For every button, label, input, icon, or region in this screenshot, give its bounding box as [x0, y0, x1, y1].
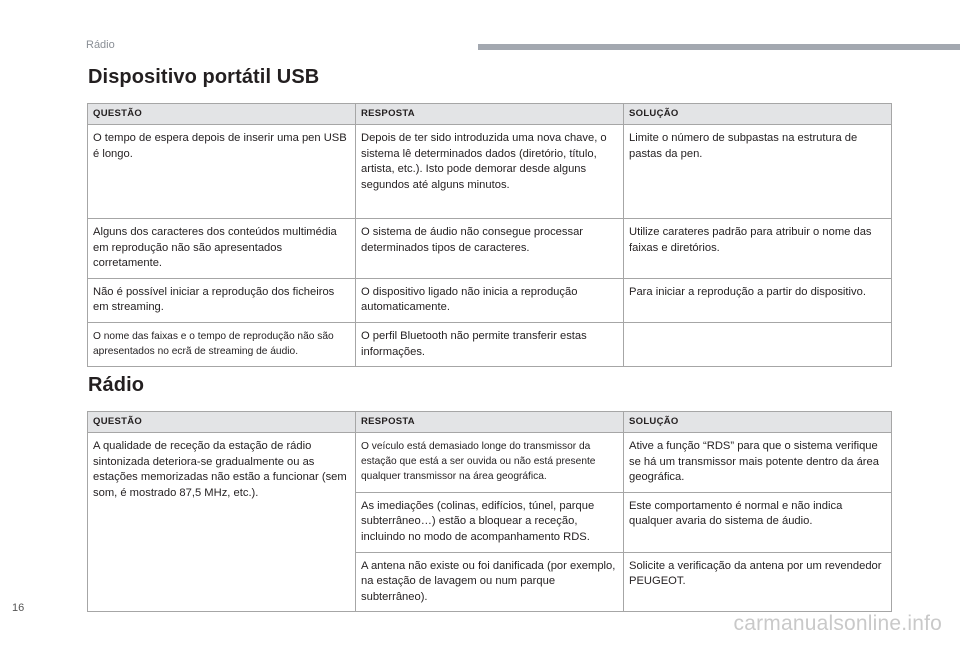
table-header-row — [88, 412, 892, 433]
radio-section-title: Rádio — [88, 374, 145, 396]
answer-cell: Depois de ter sido introduzida uma nova chave, o sistema lê determinados dados (diretório, título, artista, etc.). Isto pode demorar desde alguns segundos até alguns minutos. — [356, 125, 624, 219]
table-row — [88, 322, 892, 366]
page-number: 16 — [12, 602, 25, 614]
column-header-solution: SOLUÇÃO — [624, 104, 892, 125]
column-header-solution: SOLUÇÃO — [624, 412, 892, 433]
question-cell: O nome das faixas e o tempo de reprodução não são apresentados no ecrã de streaming de áudio. — [88, 322, 356, 366]
solution-cell: Solicite a verificação da antena por um revendedor PEUGEOT. — [624, 552, 892, 612]
solution-cell: Ative a função “RDS” para que o sistema verifique se há um transmissor mais potente dentro da área geográfica. — [624, 433, 892, 493]
question-cell: A qualidade de receção da estação de rádio sintonizada deteriora-se gradualmente ou as estações memorizadas não estão a funcionar (sem som, é mostrado 87,5 MHz, etc.). — [88, 433, 356, 612]
answer-cell: O sistema de áudio não consegue processar determinados tipos de caracteres. — [356, 219, 624, 279]
column-header-question: QUESTÃO — [88, 412, 356, 433]
answer-cell: O perfil Bluetooth não permite transferir estas informações. — [356, 322, 624, 366]
answer-cell: O dispositivo ligado não inicia a reprodução automaticamente. — [356, 278, 624, 322]
answer-cell: O veículo está demasiado longe do transmissor da estação que está a ser ouvida ou não está presente qualquer transmissor na área geográfica. — [356, 433, 624, 493]
solution-cell: Para iniciar a reprodução a partir do dispositivo. — [624, 278, 892, 322]
solution-cell: Este comportamento é normal e não indica qualquer avaria do sistema de áudio. — [624, 492, 892, 552]
question-cell: O tempo de espera depois de inserir uma pen USB é longo. — [88, 125, 356, 219]
section-label: Rádio — [86, 39, 115, 51]
solution-cell — [624, 322, 892, 366]
header-bar — [478, 44, 960, 50]
table-header-row — [88, 104, 892, 125]
solution-cell: Limite o número de subpastas na estrutura de pastas da pen. — [624, 125, 892, 219]
question-cell: Não é possível iniciar a reprodução dos ficheiros em streaming. — [88, 278, 356, 322]
column-header-answer: RESPOSTA — [356, 104, 624, 125]
watermark: carmanualsonline.info — [733, 612, 942, 635]
table-row — [88, 278, 892, 322]
column-header-question: QUESTÃO — [88, 104, 356, 125]
solution-cell: Utilize carateres padrão para atribuir o nome das faixas e diretórios. — [624, 219, 892, 279]
radio-troubleshooting-table — [87, 411, 892, 612]
table-row — [88, 433, 892, 493]
usb-troubleshooting-table — [87, 103, 892, 367]
table-row — [88, 125, 892, 219]
usb-section-title: Dispositivo portátil USB — [88, 66, 320, 88]
column-header-answer: RESPOSTA — [356, 412, 624, 433]
question-cell: Alguns dos caracteres dos conteúdos multimédia em reprodução não são apresentados corretamente. — [88, 219, 356, 279]
answer-cell: As imediações (colinas, edifícios, túnel, parque subterrâneo…) estão a bloquear a receção, incluindo no modo de acompanhamento RDS. — [356, 492, 624, 552]
answer-cell: A antena não existe ou foi danificada (por exemplo, na estação de lavagem ou num parque subterrâneo). — [356, 552, 624, 612]
table-row — [88, 219, 892, 279]
